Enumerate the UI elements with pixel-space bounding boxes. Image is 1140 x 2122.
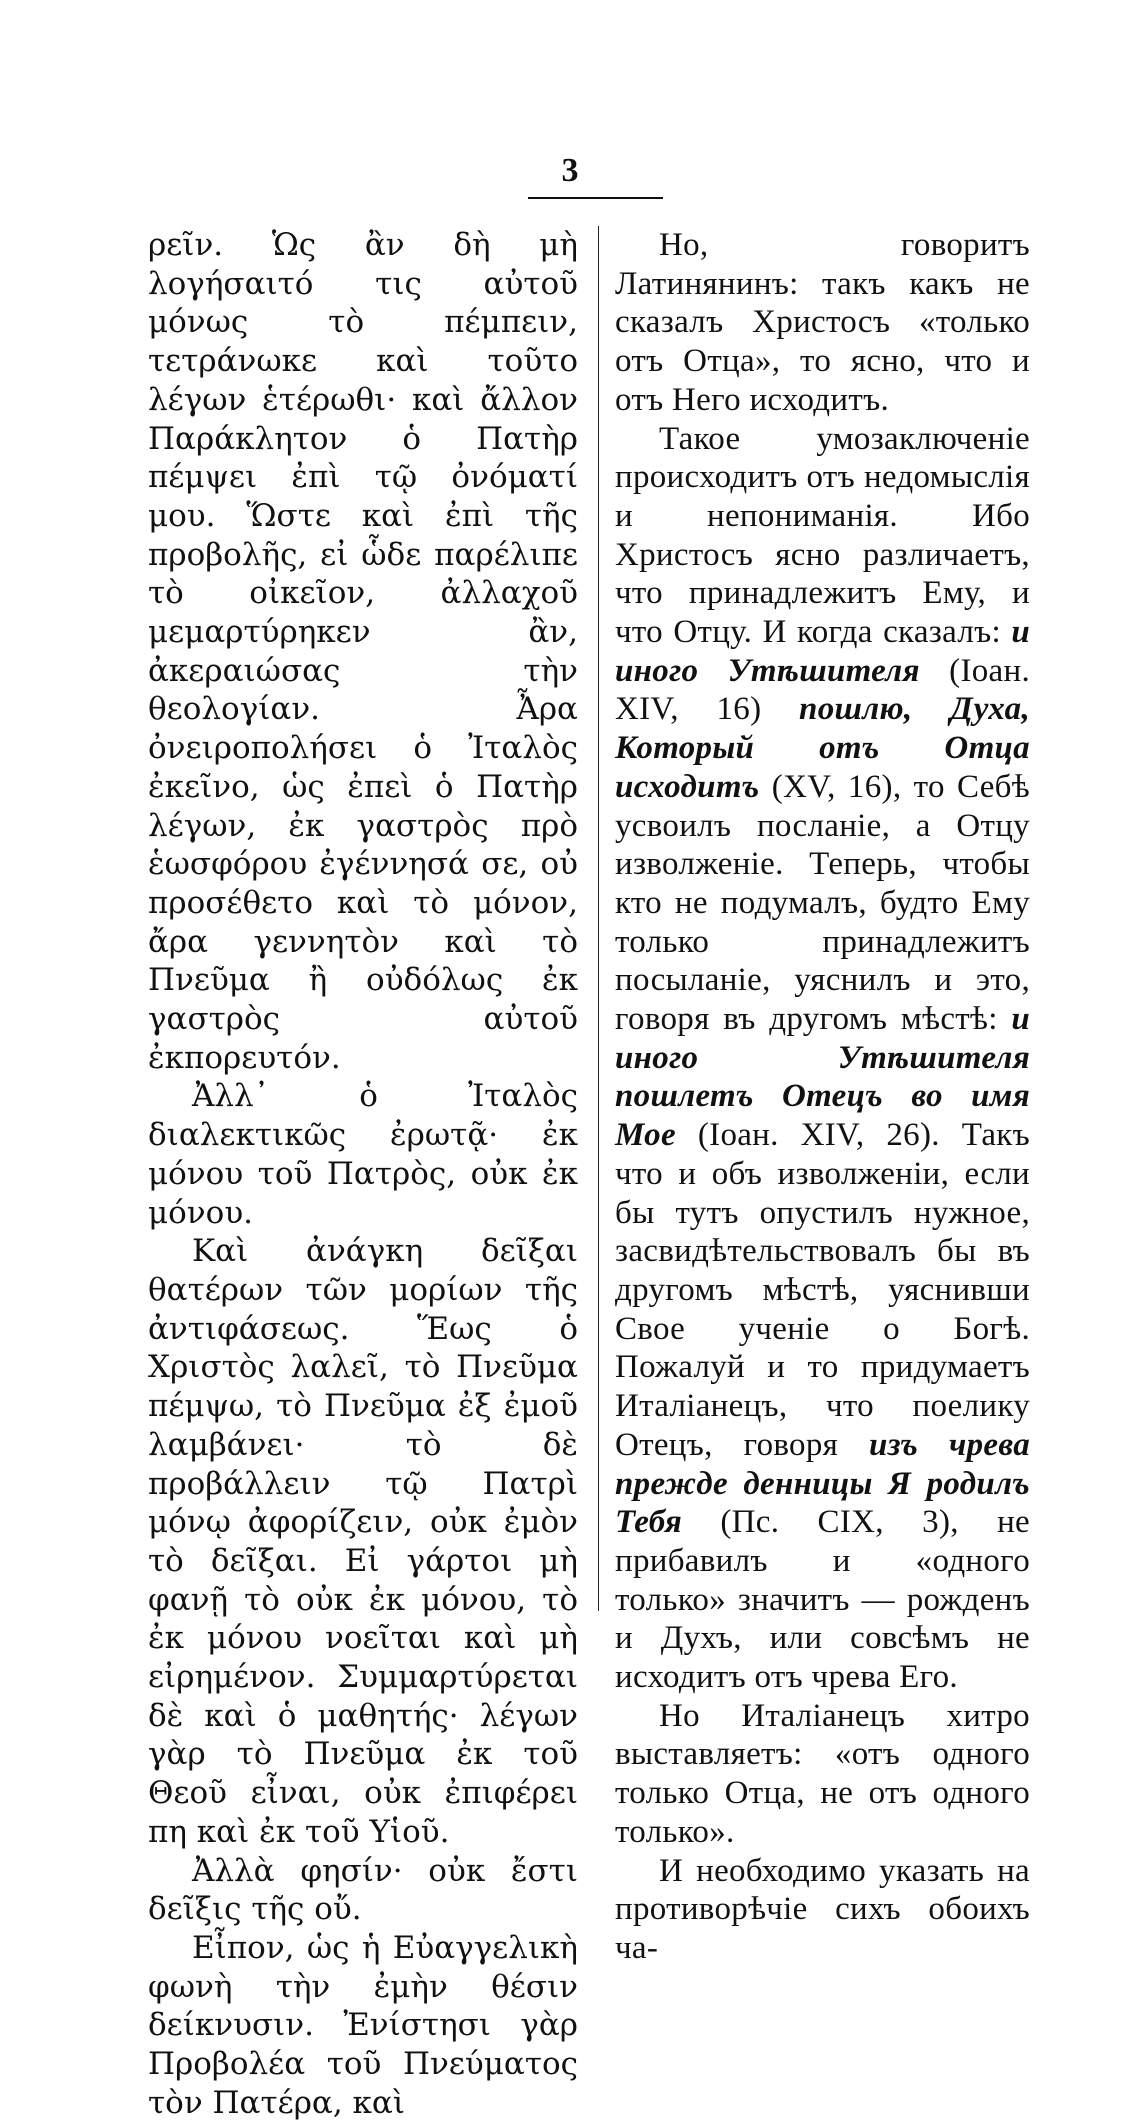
scripture-quote-3: и иного Утѣшителя пошлетъ Отецъ во имя Мое	[615, 1001, 1030, 1154]
scripture-quote-1: и иного Утѣшителя	[615, 614, 1030, 689]
scripture-reference-1: (Іоан. XIV, 16)	[615, 652, 1030, 728]
greek-paragraph-1: ρεῖν. Ὡς ἂν δὴ μὴ λογήσαιτό τις αὐτοῦ μόνως τὸ πέμπειν, τετράνωκε καὶ τοῦτο λέγων ἑτέρωθι· καὶ ἄλλον Παράκλητον ὁ Πατὴρ πέμψει ἐπὶ τῷ ὀνόματί μου. Ὥστε καὶ ἐπὶ τῆς προβολῆς, εἰ ὧδε παρέλιπε τὸ οἰκεῖον, ἀλλαχοῦ μεμαρτύρηκεν ἂν, ἀκεραιώσας τὴν θεολογίαν. Ἆρα ὀνειροπολήσει ὁ Ἰταλὸς ἐκεῖνο, ὡς ἐπεὶ ὁ Πατὴρ λέγων, ἐκ γαστρὸς πρὸ ἑωσφόρου ἐγέννησά σε, οὐ προσέθετο καὶ τὸ μόνον, ἄρα γεννητὸν καὶ τὸ Πνεῦμα ἢ οὐδόλως ἐκ γαστρὸς αὐτοῦ ἐκπορευτόν.	[148, 227, 578, 1076]
russian-column	[615, 226, 1030, 1968]
greek-paragraph-3: Καὶ ἀνάγκη δεῖξαι θατέρων τῶν μορίων τῆς ἀντιφάσεως. Ἕως ὁ Χριστὸς λαλεῖ, τὸ Πνεῦμα πέμψω, τὸ Πνεῦμα ἐξ ἐμοῦ λαμβάνει· τὸ δὲ προβάλλειν τῷ Πατρὶ μόνῳ ἀφορίζειν, οὐκ ἐμὸν τὸ δεῖξαι. Εἰ γάρτοι μὴ φανῇ τὸ οὐκ ἐκ μόνου, τὸ ἐκ μόνου νοεῖται καὶ μὴ εἰρημένον. Συμμαρτύρεται δὲ καὶ ὁ μαθητής· λέγων γὰρ τὸ Πνεῦμα ἐκ τοῦ Θεοῦ εἶναι, οὐκ ἐπιφέρει πη καὶ ἐκ τοῦ Υἱοῦ.	[148, 1233, 578, 1850]
header-rule	[528, 197, 663, 199]
russian-text-3: (Іоан. XIV, 26). Такъ что и объ изволженіи, если бы тутъ опустилъ нужное, засвидѣтельствовалъ бы въ другомъ мѣстѣ, уяснивши Свое ученіе о Богѣ. Пожалуй и то придумаетъ Италіанецъ, что поелику Отецъ, говоря	[615, 1117, 1030, 1463]
greek-paragraph-5: Εἶπον, ὡς ἡ Εὐαγγελικὴ φωνὴ τὴν ἐμὴν θέσιν δείκνυσιν. Ἐνίστησι γὰρ Προβολέα τοῦ Πνεύματος τὸν Πατέρα, καὶ	[148, 1929, 578, 2121]
scripture-quote-2: пошлю, Духа, Который отъ Отца исходитъ	[615, 691, 1030, 805]
page-number: 3	[561, 152, 579, 189]
greek-paragraph-2: Ἀλλ᾽ ὁ Ἰταλὸς διαλεκτικῶς ἐρωτᾷ· ἐκ μόνου τοῦ Πατρὸς, οὐκ ἐκ μόνου.	[148, 1078, 578, 1231]
russian-text-4: (Пс. CIX, 3), не прибавилъ и «одного только» значитъ — рожденъ и Духъ, или совсѣмъ не исходитъ отъ чрева Его.	[615, 1504, 1030, 1696]
scripture-quote-4: изъ чрева прежде денницы Я родилъ Тебя	[615, 1426, 1030, 1541]
russian-text-2: (XV, 16), то Себѣ усвоилъ посланіе, а Отцу изволженіе. Теперь, чтобы кто не подумалъ, будто Ему только принадлежитъ посыланіе, уяснилъ и это, говоря въ другомъ мѣстѣ:	[615, 768, 1030, 1038]
greek-paragraph-4: Ἀλλὰ φησίν· οὐκ ἔστι δεῖξις τῆς οὔ.	[148, 1852, 578, 1928]
russian-paragraph-2	[615, 420, 1030, 1697]
russian-text-1: Такое умозаключеніе происходитъ отъ недомыслія и непониманія. Ибо Христосъ ясно различаетъ, что принадлежитъ Ему, и что Отцу. И когда сказалъ:	[615, 420, 1030, 651]
column-divider	[598, 226, 599, 1611]
russian-paragraph-3: Но Италіанецъ хитро выставляетъ: «отъ одного только Отца, не отъ одного только».	[615, 1697, 1030, 1850]
russian-paragraph-4: И необходимо указать на противорѣчіе сихъ обоихъ ча-	[615, 1852, 1030, 1966]
russian-paragraph-1: Но, говоритъ Латинянинъ: такъ какъ не сказалъ Христосъ «только отъ Отца», то ясно, что и отъ Него исходитъ.	[615, 227, 1030, 418]
greek-column	[148, 226, 578, 2122]
